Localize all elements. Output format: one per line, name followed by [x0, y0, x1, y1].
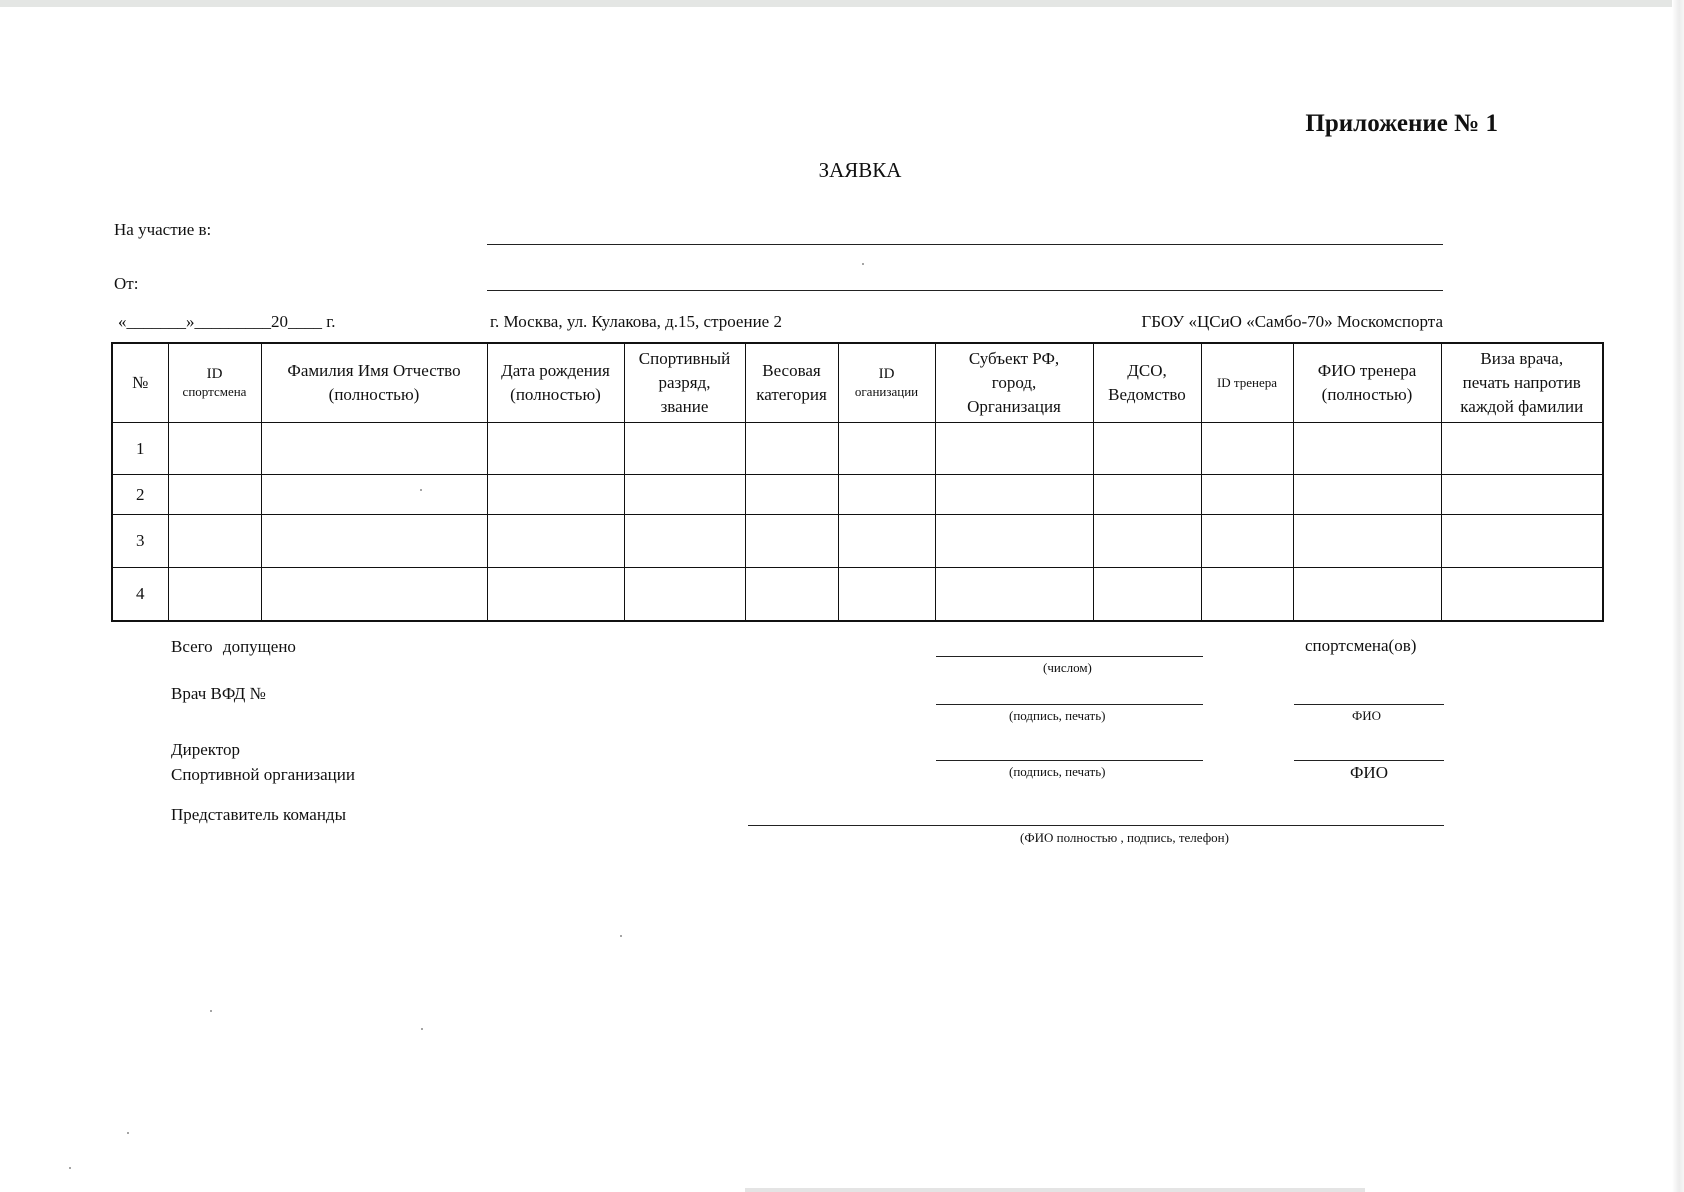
- cell-coach-id[interactable]: [1201, 568, 1293, 621]
- cell-athlete-id[interactable]: [168, 515, 261, 568]
- scan-edge-top: [0, 0, 1684, 7]
- director-fio-line[interactable]: [1294, 760, 1444, 761]
- cell-sport-rank[interactable]: [624, 475, 745, 515]
- doctor-label: Врач ВФД №: [171, 684, 266, 703]
- cell-region-organization[interactable]: [935, 475, 1093, 515]
- cell-coach-id[interactable]: [1201, 515, 1293, 568]
- from-label: От:: [114, 274, 139, 293]
- scan-speck: [420, 489, 422, 491]
- table-row: [112, 568, 1603, 621]
- team-representative-line[interactable]: [748, 825, 1444, 826]
- doctor-signature-hint: (подпись, печать): [1009, 708, 1106, 723]
- cell-organization-id[interactable]: [838, 568, 935, 621]
- cell-dso[interactable]: [1093, 568, 1201, 621]
- cell-dso[interactable]: [1093, 475, 1201, 515]
- scan-speck: [620, 935, 622, 937]
- director-fio-hint: ФИО: [1350, 763, 1388, 782]
- cell-sport-rank[interactable]: [624, 568, 745, 621]
- row-number: 2: [112, 475, 168, 515]
- cell-birth-date[interactable]: [487, 475, 624, 515]
- cell-dso[interactable]: [1093, 515, 1201, 568]
- cell-region-organization[interactable]: [935, 568, 1093, 621]
- cell-weight-category[interactable]: [745, 515, 838, 568]
- scan-speck: [69, 1167, 71, 1169]
- cell-athlete-id[interactable]: [168, 475, 261, 515]
- cell-full-name[interactable]: [261, 515, 487, 568]
- scan-speck: [210, 1010, 212, 1012]
- col-header-sport-rank: Спортивный разряд, звание: [624, 343, 745, 423]
- scan-speck: [127, 1132, 129, 1134]
- participation-label: На участие в:: [114, 220, 212, 239]
- cell-organization-id[interactable]: [838, 515, 935, 568]
- cell-birth-date[interactable]: [487, 423, 624, 475]
- cell-full-name[interactable]: [261, 423, 487, 475]
- cell-coach-id[interactable]: [1201, 423, 1293, 475]
- cell-doctor-visa[interactable]: [1441, 515, 1603, 568]
- cell-coach-id[interactable]: [1201, 475, 1293, 515]
- table-row: [112, 475, 1603, 515]
- organizer-name: ГБОУ «ЦСиО «Самбо-70» Москомспорта: [1141, 312, 1443, 331]
- col-header-full-name: Фамилия Имя Отчество (полностью): [261, 343, 487, 423]
- row-number: 3: [112, 515, 168, 568]
- col-header-athlete-id: ID спортсмена: [168, 343, 261, 423]
- col-header-doctor-visa: Виза врача, печать напротив каждой фамилии: [1441, 343, 1603, 423]
- cell-coach-name[interactable]: [1293, 423, 1441, 475]
- venue-address: г. Москва, ул. Кулакова, д.15, строение 2: [490, 312, 782, 331]
- scan-speck: [862, 263, 864, 265]
- total-admitted-label: Всего допущено: [171, 637, 296, 656]
- director-signature-line[interactable]: [936, 760, 1203, 761]
- cell-doctor-visa[interactable]: [1441, 423, 1603, 475]
- team-representative-label: Представитель команды: [171, 805, 346, 824]
- cell-region-organization[interactable]: [935, 423, 1093, 475]
- doctor-fio-hint: ФИО: [1352, 708, 1382, 723]
- table-row: [112, 423, 1603, 475]
- director-label-line2: Спортивной организации: [171, 765, 355, 784]
- cell-organization-id[interactable]: [838, 475, 935, 515]
- row-number: 4: [112, 568, 168, 621]
- doctor-signature-line[interactable]: [936, 704, 1203, 705]
- cell-region-organization[interactable]: [935, 515, 1093, 568]
- cell-athlete-id[interactable]: [168, 423, 261, 475]
- col-header-dso: ДСО, Ведомство: [1093, 343, 1201, 423]
- cell-weight-category[interactable]: [745, 475, 838, 515]
- cell-doctor-visa[interactable]: [1441, 568, 1603, 621]
- col-header-number: №: [112, 343, 168, 423]
- participation-field-line[interactable]: [487, 244, 1443, 245]
- cell-coach-name[interactable]: [1293, 515, 1441, 568]
- cell-birth-date[interactable]: [487, 515, 624, 568]
- cell-sport-rank[interactable]: [624, 515, 745, 568]
- cell-dso[interactable]: [1093, 423, 1201, 475]
- cell-weight-category[interactable]: [745, 423, 838, 475]
- col-header-birth-date: Дата рождения (полностью): [487, 343, 624, 423]
- cell-doctor-visa[interactable]: [1441, 475, 1603, 515]
- cell-birth-date[interactable]: [487, 568, 624, 621]
- director-label-line1: Директор: [171, 740, 240, 759]
- scan-edge-bottom: [745, 1188, 1365, 1192]
- col-header-coach-name: ФИО тренера (полностью): [1293, 343, 1441, 423]
- col-header-weight-category: Весовая категория: [745, 343, 838, 423]
- doctor-fio-line[interactable]: [1294, 704, 1444, 705]
- cell-coach-name[interactable]: [1293, 568, 1441, 621]
- cell-full-name[interactable]: [261, 568, 487, 621]
- director-signature-hint: (подпись, печать): [1009, 764, 1106, 779]
- from-field-line[interactable]: [487, 290, 1443, 291]
- col-header-region-organization: Субъект РФ, город, Организация: [935, 343, 1093, 423]
- participants-table: [111, 342, 1604, 622]
- form-title: ЗАЯВКА: [818, 158, 902, 182]
- total-admitted-line[interactable]: [936, 656, 1203, 657]
- date-field[interactable]: «_______»_________20____ г.: [118, 312, 336, 331]
- col-header-organization-id: ID оганизации: [838, 343, 935, 423]
- cell-athlete-id[interactable]: [168, 568, 261, 621]
- table-header-row: [112, 343, 1603, 423]
- athletes-label: спортсмена(ов): [1305, 636, 1417, 655]
- col-header-coach-id: ID тренера: [1201, 343, 1293, 423]
- team-representative-hint: (ФИО полностью , подпись, телефон): [1020, 830, 1229, 845]
- cell-full-name[interactable]: [261, 475, 487, 515]
- appendix-number: Приложение № 1: [1305, 110, 1498, 137]
- cell-sport-rank[interactable]: [624, 423, 745, 475]
- row-number: 1: [112, 423, 168, 475]
- table-row: [112, 515, 1603, 568]
- scan-speck: [421, 1028, 423, 1030]
- cell-weight-category[interactable]: [745, 568, 838, 621]
- cell-coach-name[interactable]: [1293, 475, 1441, 515]
- cell-organization-id[interactable]: [838, 423, 935, 475]
- total-admitted-hint: (числом): [1043, 660, 1092, 675]
